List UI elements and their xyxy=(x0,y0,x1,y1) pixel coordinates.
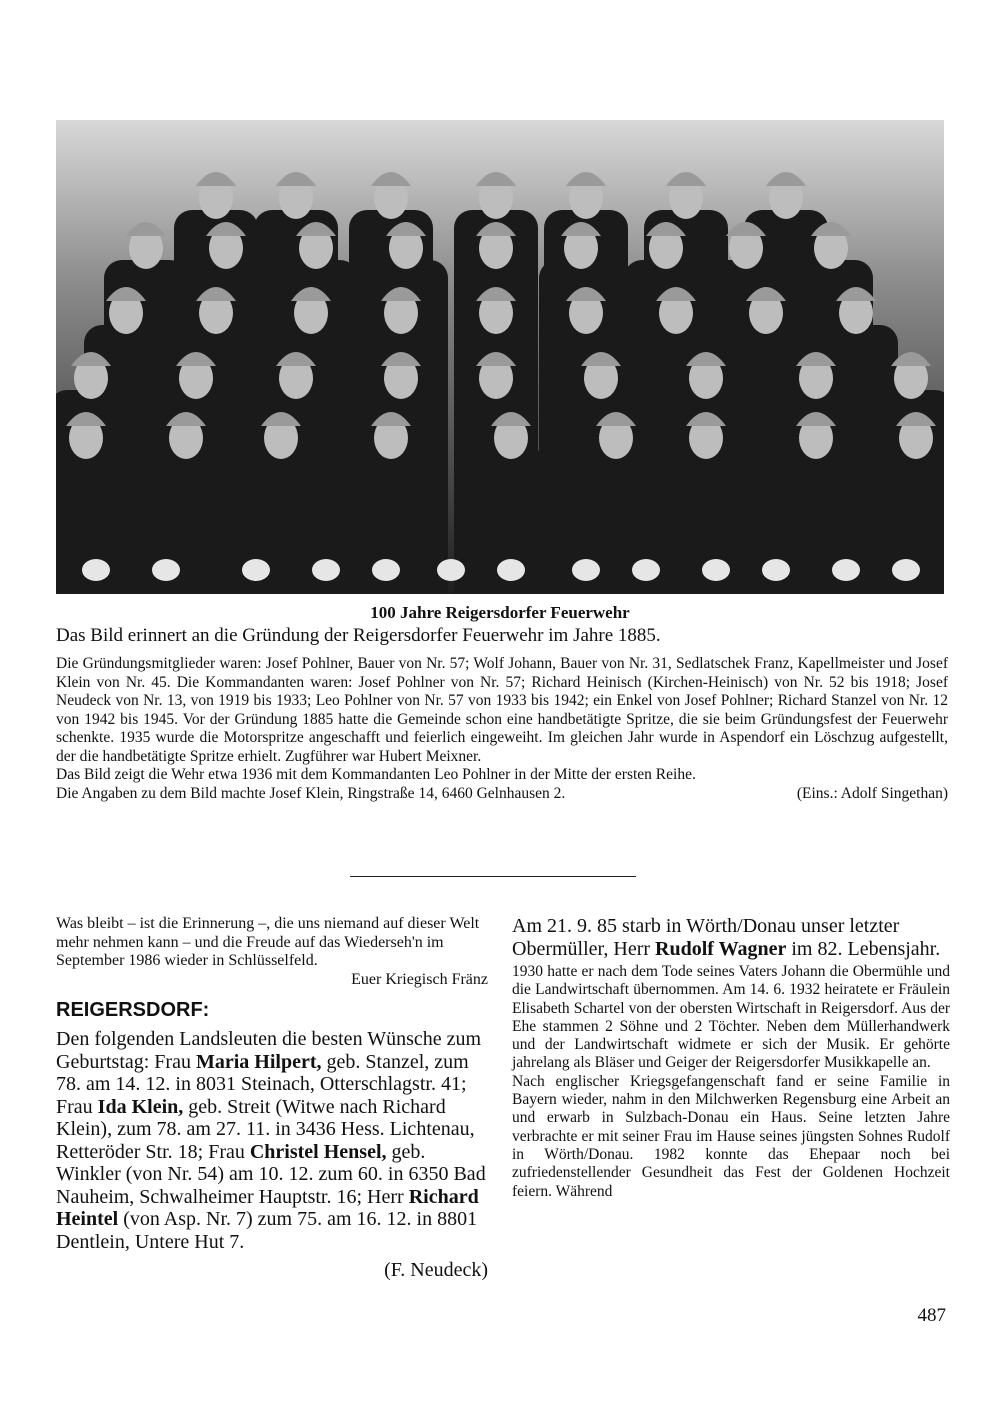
birthday-detail: geb. Stanzel, zum 78. am 14. 12. in 8031 Steinach, Otterschlagstr. 41; Frau xyxy=(56,1050,469,1118)
caption-credit: (Eins.: Adolf Singethan) xyxy=(796,784,948,802)
page-number: 487 xyxy=(917,1305,946,1326)
white-glove xyxy=(152,559,180,581)
birthday-name: Maria Hilpert, xyxy=(195,1050,322,1073)
farewell-text: Was bleibt – ist die Erinnerung –, die uns niemand auf dieser Welt mehr nehmen kann – und die Freude auf das Wiederseh'n im September 1986 wieder in Schlüsselfeld. xyxy=(56,915,480,969)
obituary-lead-text: Am 21. 9. 85 starb in Wörth/Donau unser letzter Obermüller, Herr xyxy=(512,915,900,960)
birthday-signature: (F. Neudeck) xyxy=(384,1259,488,1281)
birthday-detail: geb. Winkler (von Nr. 54) am 10. 12. zum 60. in 6350 Bad Nauheim, Schwalheimer Hauptstr. 16; Herr xyxy=(56,1140,486,1208)
white-glove xyxy=(242,559,270,581)
caption-paragraph: Die Gründungsmitglieder waren: Josef Pohlner, Bauer von Nr. 57; Wolf Johann, Bauer von Nr. 31, Sedlatschek Franz, Kapellmeister und Josef Klein von Nr. 45. Die Kommandanten waren: Josef Pohlner von Nr. 57; Richard Heinisch (Kirchen-Heinisch) von Nr. 52 bis 1918; Josef Neudeck von Nr. 13, von 1919 bis 1933; Leo Pohlner von Nr. 57 von 1933 bis 1942; ein Enkel von Josef Pohlner; Richard Stanzel von Nr. 12 von 1942 bis 1945. Vor der Gründung 1885 hatte die Gemeinde schon eine handbetätigte Spritze, die sie beim Gründungsfest der Feuerwehr schenkte. 1935 wurde die Motorspritze angeschafft und feierlich eingeweiht. Im gleichen Jahr wurde in Aspendorf ein Löschzug aufgestellt, der die handbetätigte Spritze erhielt. Zugführer war Hubert Meixner. xyxy=(56,655,948,765)
section-heading: REIGERSDORF: xyxy=(56,999,210,1021)
white-glove xyxy=(437,559,465,581)
birthday-detail: (von Asp. Nr. 7) zum 75. am 16. 12. in 8801 Dentlein, Untere Hut 7. xyxy=(56,1208,478,1253)
obituary-body xyxy=(512,963,950,1201)
birthday-intro: Den folgenden Landsleuten die besten Wünsche zum Geburtstag: Frau xyxy=(56,1028,482,1073)
birthday-name: Richard Heintel xyxy=(56,1185,479,1230)
caption-photo-line: Das Bild zeigt die Wehr etwa 1936 mit dem Kommandanten Leo Pohlner in der Mitte der ersten Reihe. xyxy=(56,766,696,783)
photo-illustration xyxy=(56,120,944,594)
caption-title: 100 Jahre Reigersdorfer Feuerwehr xyxy=(370,603,630,622)
obituary-lead xyxy=(512,915,950,961)
white-glove xyxy=(892,559,920,581)
white-glove xyxy=(82,559,110,581)
white-glove xyxy=(372,559,400,581)
section-divider xyxy=(350,876,636,877)
obituary-name: Rudolf Wagner xyxy=(655,938,787,960)
white-glove xyxy=(832,559,860,581)
caption-info: Die Angaben zu dem Bild machte Josef Klein, Ringstraße 14, 6460 Gelnhausen 2. xyxy=(56,784,566,802)
obituary-paragraph: 1930 hatte er nach dem Tode seines Vaters Johann die Obermühle und die Landwirtschaft übernommen. Am 14. 6. 1932 heiratete er Fräulein Elisabeth Schartel von der obersten Wirtschaft in Reigersdorf. Aus der Ehe stammen 2 Söhne und 2 Töchter. Neben dem Müllerhandwerk und der Landwirtschaft widmete er sich der Musik. Er gehörte jahrelang als Bläser und Geiger der Reigersdorfer Musikkapelle an. xyxy=(512,963,950,1072)
left-column xyxy=(56,915,488,1282)
caption-subtitle: Das Bild erinnert an die Gründung der Reigersdorfer Feuerwehr im Jahre 1885. xyxy=(56,625,661,646)
caption-info-line xyxy=(56,785,948,804)
caption-body xyxy=(56,655,948,803)
right-column xyxy=(512,915,950,1201)
obituary-paragraph: Nach englischer Kriegsgefangenschaft fand er seine Familie in Bayern wieder, nahm in den Milchwerken Regensburg eine Arbeit an und erwarb in Sulzbach-Donau ein Haus. Seine letzten Jahre verbrachte er mit seiner Frau im Hause seines jüngsten Sohnes Rudolf in Wörth/Donau. 1982 konnte das Ehepaar noch bei zufriedenstellender Gesundheit das Fest der Goldenen Hochzeit feiern. Während xyxy=(512,1072,950,1200)
birthday-name: Ida Klein, xyxy=(97,1095,184,1118)
birthday-detail: geb. Streit (Witwe nach Richard Klein), zum 78. am 27. 11. in 3436 Hess. Lichtenau, Retteröder Str. 18; Frau xyxy=(56,1095,475,1163)
white-glove xyxy=(497,559,525,581)
white-glove xyxy=(572,559,600,581)
white-glove xyxy=(312,559,340,581)
obituary-lead-end: im 82. Lebensjahr. xyxy=(791,938,941,960)
birthday-name: Christel Hensel, xyxy=(249,1140,387,1163)
group-photo xyxy=(56,120,944,594)
white-glove xyxy=(762,559,790,581)
farewell-signature: Euer Kriegisch Fränz xyxy=(351,970,488,988)
white-glove xyxy=(632,559,660,581)
birthday-list xyxy=(56,1028,488,1253)
white-glove xyxy=(702,559,730,581)
